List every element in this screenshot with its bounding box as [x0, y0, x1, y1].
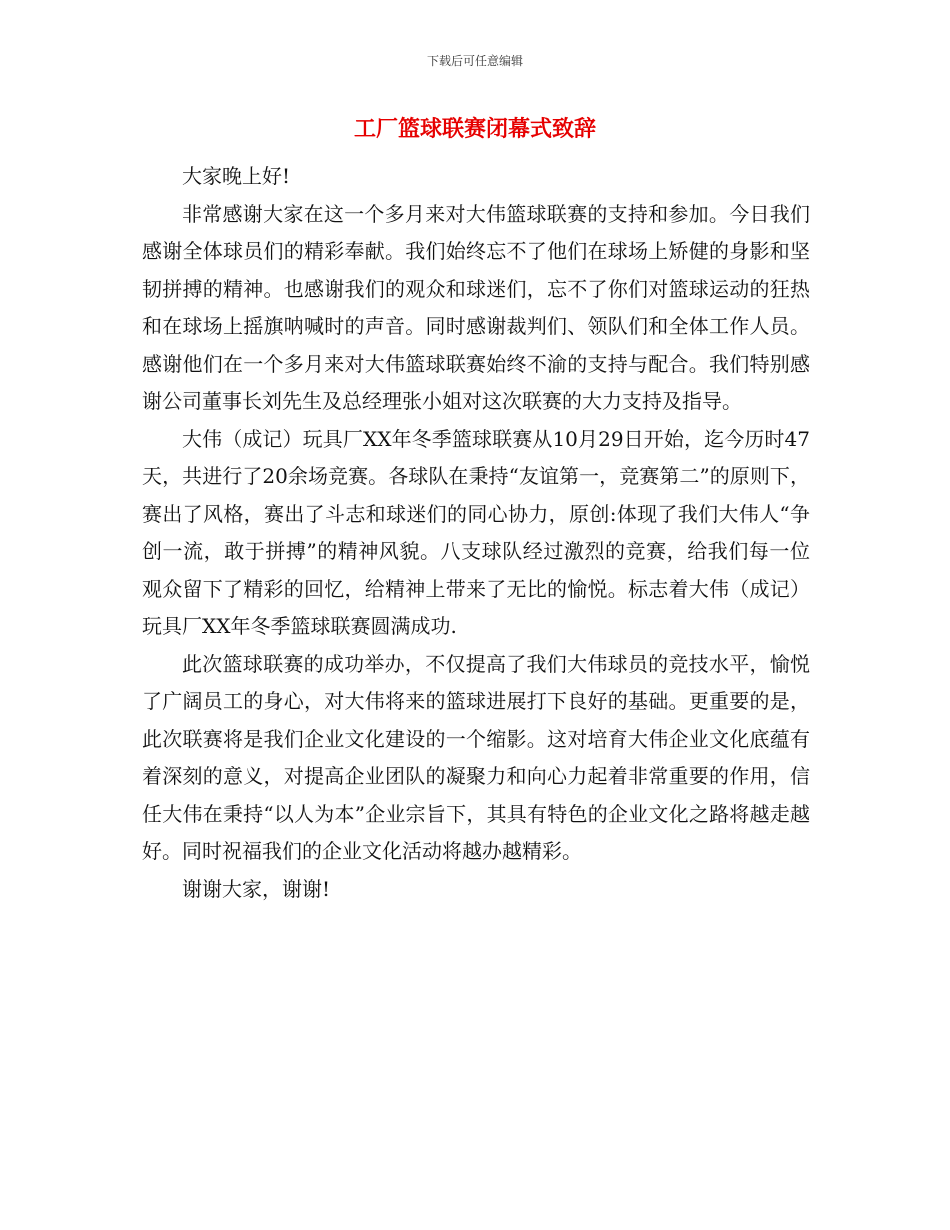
document-title: 工厂篮球联赛闭幕式致辞	[353, 116, 596, 142]
paragraph-thanks: 非常感谢大家在这一个多月来对大伟篮球联赛的支持和参加。今日我们感谢全体球员们的精彩奉献。我们始终忘不了他们在球场上矫健的身影和坚韧拼搏的精神。也感谢我们的观众和球迷们，忘不了你们对篮球运动的狂热和在球场上摇旗呐喊时的声音。同时感谢裁判们、领队们和全体工作人员。感谢他们在一个多月来对大伟篮球联赛始终不渝的支持与配合。我们特别感谢公司董事长刘先生及总经理张小姐对这次联赛的大力支持及指导。	[142, 201, 810, 413]
paragraph-significance: 此次篮球联赛的成功举办，不仅提高了我们大伟球员的竞技水平，愉悦了广阔员工的身心，对大伟将来的篮球进展打下良好的基础。更重要的是，此次联赛将是我们企业文化建设的一个缩影。这对培育大伟企业文化底蕴有着深刻的意义，对提高企业团队的凝聚力和向心力起着非常重要的作用，信任大伟在秉持“以人为本”企业宗旨下，其具有特色的企业文化之路将越走越好。同时祝福我们的企业文化活动将越办越精彩。	[142, 651, 810, 863]
header-note: 下载后可任意编辑	[426, 54, 523, 68]
paragraph-league-summary: 大伟（成记）玩具厂XX年冬季篮球联赛从10月29日开始，迄今历时47天，共进行了20余场竞赛。各球队在秉持“友谊第一，竞赛第二”的原则下，赛出了风格，赛出了斗志和球迷们的同心协力，原创:体现了我们大伟人“争创一流，敢于拼搏”的精神风貌。八支球队经过激烈的竞赛，给我们每一位观众留下了精彩的回忆，给精神上带来了无比的愉悦。标志着大伟（成记）玩具厂XX年冬季篮球联赛圆满成功.	[142, 426, 810, 638]
paragraph-greeting: 大家晚上好!	[182, 164, 291, 188]
paragraph-closing: 谢谢大家，谢谢!	[182, 876, 331, 901]
document-body	[142, 158, 810, 908]
